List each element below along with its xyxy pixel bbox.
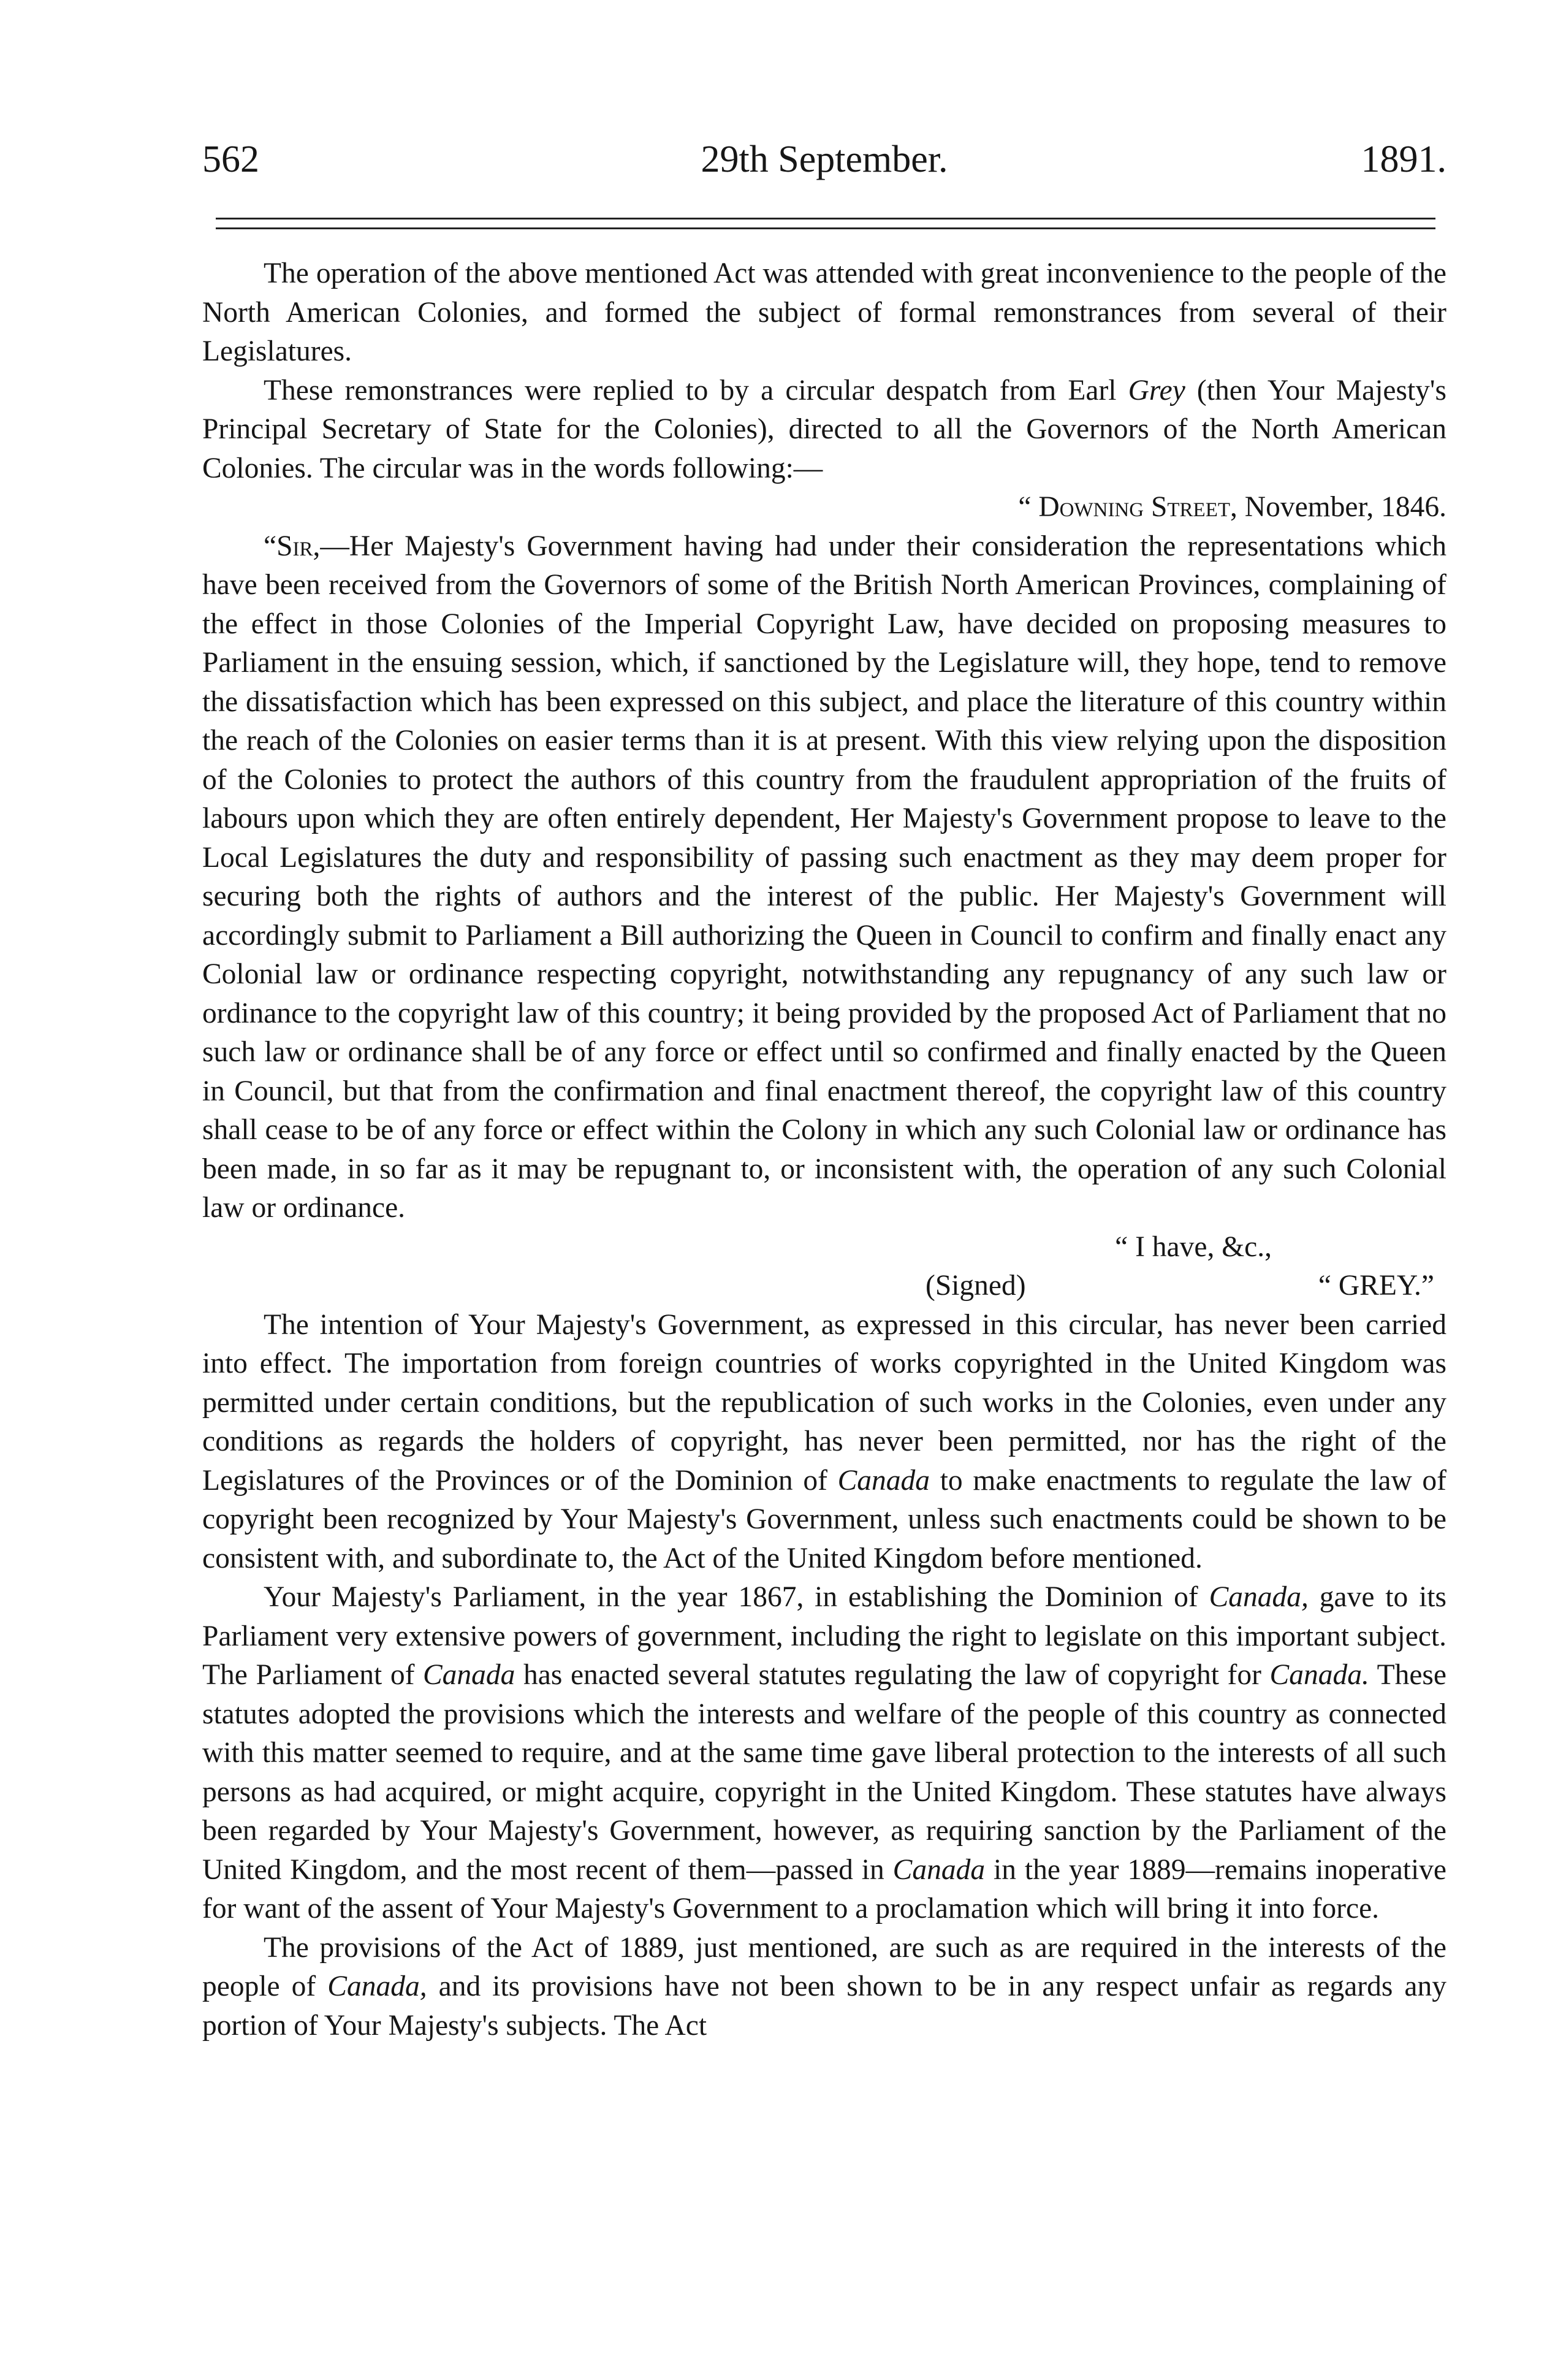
text-run: to make enactments to regulate the law of copyright been recognized by Your Majesty's Government, unless such enactments could be shown to be consistent with, and subordinate to, the Act of the United Kingdom before mentioned. xyxy=(202,1464,1447,1574)
text-run: in the year 1889—remains inoperative for want of the assent of Your Majesty's Government to a proclamation which will bring it into force. xyxy=(202,1853,1447,1924)
letter-text: —Her Majesty's Government having had under their consideration the representations which have been received from the Governors of some of the British North American Provinces, complaining of the effect in those Colonies of the Imperial Copyright Law, have decided on proposing measures to Parliament in the ensuing session, which, if sanctioned by the Legislature will, they hope, tend to remove the dissatisfaction which has been expressed on this subject, and place the literature of this country within the reach of the Colonies on easier terms than it is at present. With this view relying upon the disposition of the Colonies to protect the authors of this country from the fraudulent appropriation of the fruits of labours upon which they are often entirely dependent, Her Majesty's Government propose to leave to the Local Legislatures the duty and responsibility of passing such enactment as they may deem proper for securing both the rights of authors and the interest of the public. Her Majesty's Government will accordingly submit to Parliament a Bill authorizing the Queen in Council to confirm and finally enact any Colonial law or ordinance respecting copyright, notwithstanding any repugnancy of any such law or ordinance to the copyright law of this country; it being provided by the proposed Act of Parliament that no such law or ordinance shall be of any force or effect until so confirmed and finally enacted by the Queen in Council, but that from the confirmation and final enactment thereof, the copyright law of this country shall cease to be of any force or effect within the Colony in which any such Colonial law or ordinance has been made, in so far as it may be repugnant to, or inconsistent with, the operation of any such Colonial law or ordinance. xyxy=(202,530,1446,1224)
text-run: Your Majesty's Parliament, in the year 1867, in establishing the Dominion of xyxy=(264,1581,1209,1613)
canada-italic: Canada, xyxy=(1209,1581,1309,1613)
page-header xyxy=(202,129,1446,190)
page-number: 562 xyxy=(202,139,259,180)
text-run: These statutes adopted the provisions which the interests and welfare of the people of this country as connected with this matter seemed to require, and at the same time gave liberal protection to the interests of all such persons as had acquired, or might acquire, copyright in the United Kingdom. These statutes have always been regarded by Your Majesty's Government, however, as requiring sanction by the Parliament of the United Kingdom, and the most recent of them—passed in xyxy=(202,1659,1447,1886)
letter-open-quote: “ xyxy=(264,530,277,562)
paragraph-parliament-1867 xyxy=(202,1578,1446,1929)
paragraph-act-1889 xyxy=(202,1929,1446,2046)
header-date: 29th September. xyxy=(701,139,948,180)
text-run: has enacted several statutes regulating the law of copyright for xyxy=(515,1659,1270,1691)
dateline-quote: “ xyxy=(1018,491,1039,523)
text-run: The provisions of the Act of 1889, just mentioned, are such as are required in the interests of the people of xyxy=(202,1931,1446,2002)
dateline-place: Downing Street, xyxy=(1038,491,1237,523)
body-text xyxy=(202,254,1446,2045)
canada-italic: Canada, xyxy=(327,1970,427,2002)
dateline-date: November, 1846. xyxy=(1237,491,1446,523)
text-run: These remonstrances were replied to by a circular despatch from Earl xyxy=(264,374,1128,406)
closing-signed: (Signed) xyxy=(926,1269,1026,1302)
header-rule-top xyxy=(216,218,1435,219)
canada-italic: Canada xyxy=(422,1659,515,1691)
paragraph-remonstrances xyxy=(202,372,1446,489)
canada-italic: Canada xyxy=(837,1464,930,1497)
letter-closing xyxy=(202,1228,1446,1306)
letter-body xyxy=(202,527,1446,1228)
paragraph-intention xyxy=(202,1306,1446,1579)
header-year: 1891. xyxy=(1361,139,1446,180)
letter-dateline xyxy=(202,488,1446,527)
letter-salutation: Sir, xyxy=(276,530,321,562)
closing-signature: “ GREY.” xyxy=(1318,1269,1434,1302)
canada-italic: Canada xyxy=(892,1853,986,1886)
text-run: and its provisions have not been shown to be in any respect unfair as regards any portion of Your Majesty's subjects. The Act xyxy=(202,1970,1446,2042)
canada-italic: Canada. xyxy=(1269,1659,1369,1691)
closing-have: “ I have, &c., xyxy=(1115,1230,1272,1263)
paragraph-operation: The operation of the above mentioned Act was attended with great inconvenience to the people of the North American Colonies, and formed the subject of formal remonstrances from several of their Legislatures. xyxy=(202,257,1446,367)
header-rule-bottom xyxy=(216,227,1435,229)
text-run: (then Your Majesty's Principal Secretary of State for the Colonies), directed to all the Governors of the North American Colonies. The circular was in the words following:— xyxy=(202,374,1446,484)
text-run: gave to its Parliament very extensive powers of government, including the right to legislate on this important subject. The Parliament of xyxy=(202,1581,1446,1691)
name-grey-italic: Grey xyxy=(1128,374,1185,406)
text-run: The intention of Your Majesty's Government, as expressed in this circular, has never been carried into effect. The importation from foreign countries of works copyrighted in the United Kingdom was permitted under certain conditions, but the republication of such works in the Colonies, even under any conditions as regards the holders of copyright, has never been permitted, nor has the right of the Legislatures of the Provinces or of the Dominion of xyxy=(202,1308,1446,1497)
